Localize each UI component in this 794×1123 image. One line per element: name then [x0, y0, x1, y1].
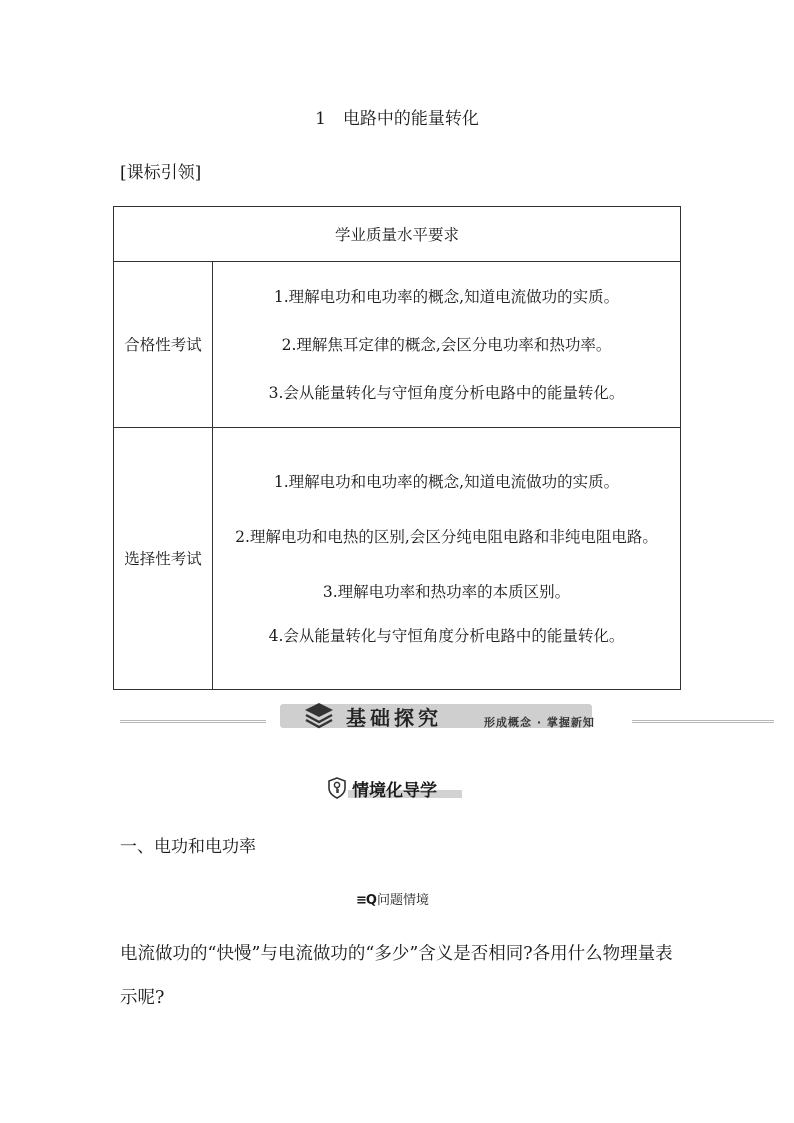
row-items	[213, 262, 681, 428]
row-label-text: 合格性考试	[124, 335, 202, 354]
requirement-item: 3.理解电功率和热功率的本质区别。	[322, 582, 571, 601]
problem-situation-label	[356, 889, 429, 908]
section-tag: [课标引领]	[120, 163, 202, 183]
requirement-item: 1.理解电功和电功率的概念,知道电流做功的实质。	[273, 287, 620, 306]
layers-icon	[302, 700, 336, 730]
standards-table	[113, 206, 681, 690]
row-label-select	[114, 428, 213, 690]
section-heading: 一、电功和电功率	[120, 837, 256, 857]
requirement-item: 1.理解电功和电功率的概念,知道电流做功的实质。	[273, 472, 620, 491]
page-title: 1 电路中的能量转化	[315, 109, 479, 129]
row-items	[213, 428, 681, 690]
key-shield-icon	[328, 777, 346, 799]
table-row	[114, 262, 681, 428]
banner-subtitle: 形成概念 · 掌握新知	[484, 716, 595, 729]
row-label-text: 选择性考试	[124, 549, 202, 568]
row-label-qualify	[114, 262, 213, 428]
subsection-label: 情境化导学	[352, 781, 437, 801]
table-header: 学业质量水平要求	[114, 207, 681, 262]
requirement-item: 3.会从能量转化与守恒角度分析电路中的能量转化。	[268, 383, 625, 402]
banner-rule-left	[120, 720, 266, 723]
table-row	[114, 428, 681, 690]
table-header-row	[114, 207, 681, 262]
list-search-icon: ≡Q	[356, 893, 376, 908]
section-banner	[120, 700, 774, 740]
requirement-item: 4.会从能量转化与守恒角度分析电路中的能量转化。	[268, 626, 625, 645]
requirement-item: 2.理解电功和电热的区别,会区分纯电阻电路和非纯电阻电路。	[235, 527, 658, 546]
body-paragraph: 电流做功的“快慢”与电流做功的“多少”含义是否相同?各用什么物理量表示呢?	[120, 944, 673, 1008]
banner-label: 基础探究	[346, 706, 442, 730]
problem-label-text: 问题情境	[376, 893, 429, 908]
banner-rule-right	[632, 720, 774, 723]
requirement-item: 2.理解焦耳定律的概念,会区分电功率和热功率。	[281, 335, 612, 354]
